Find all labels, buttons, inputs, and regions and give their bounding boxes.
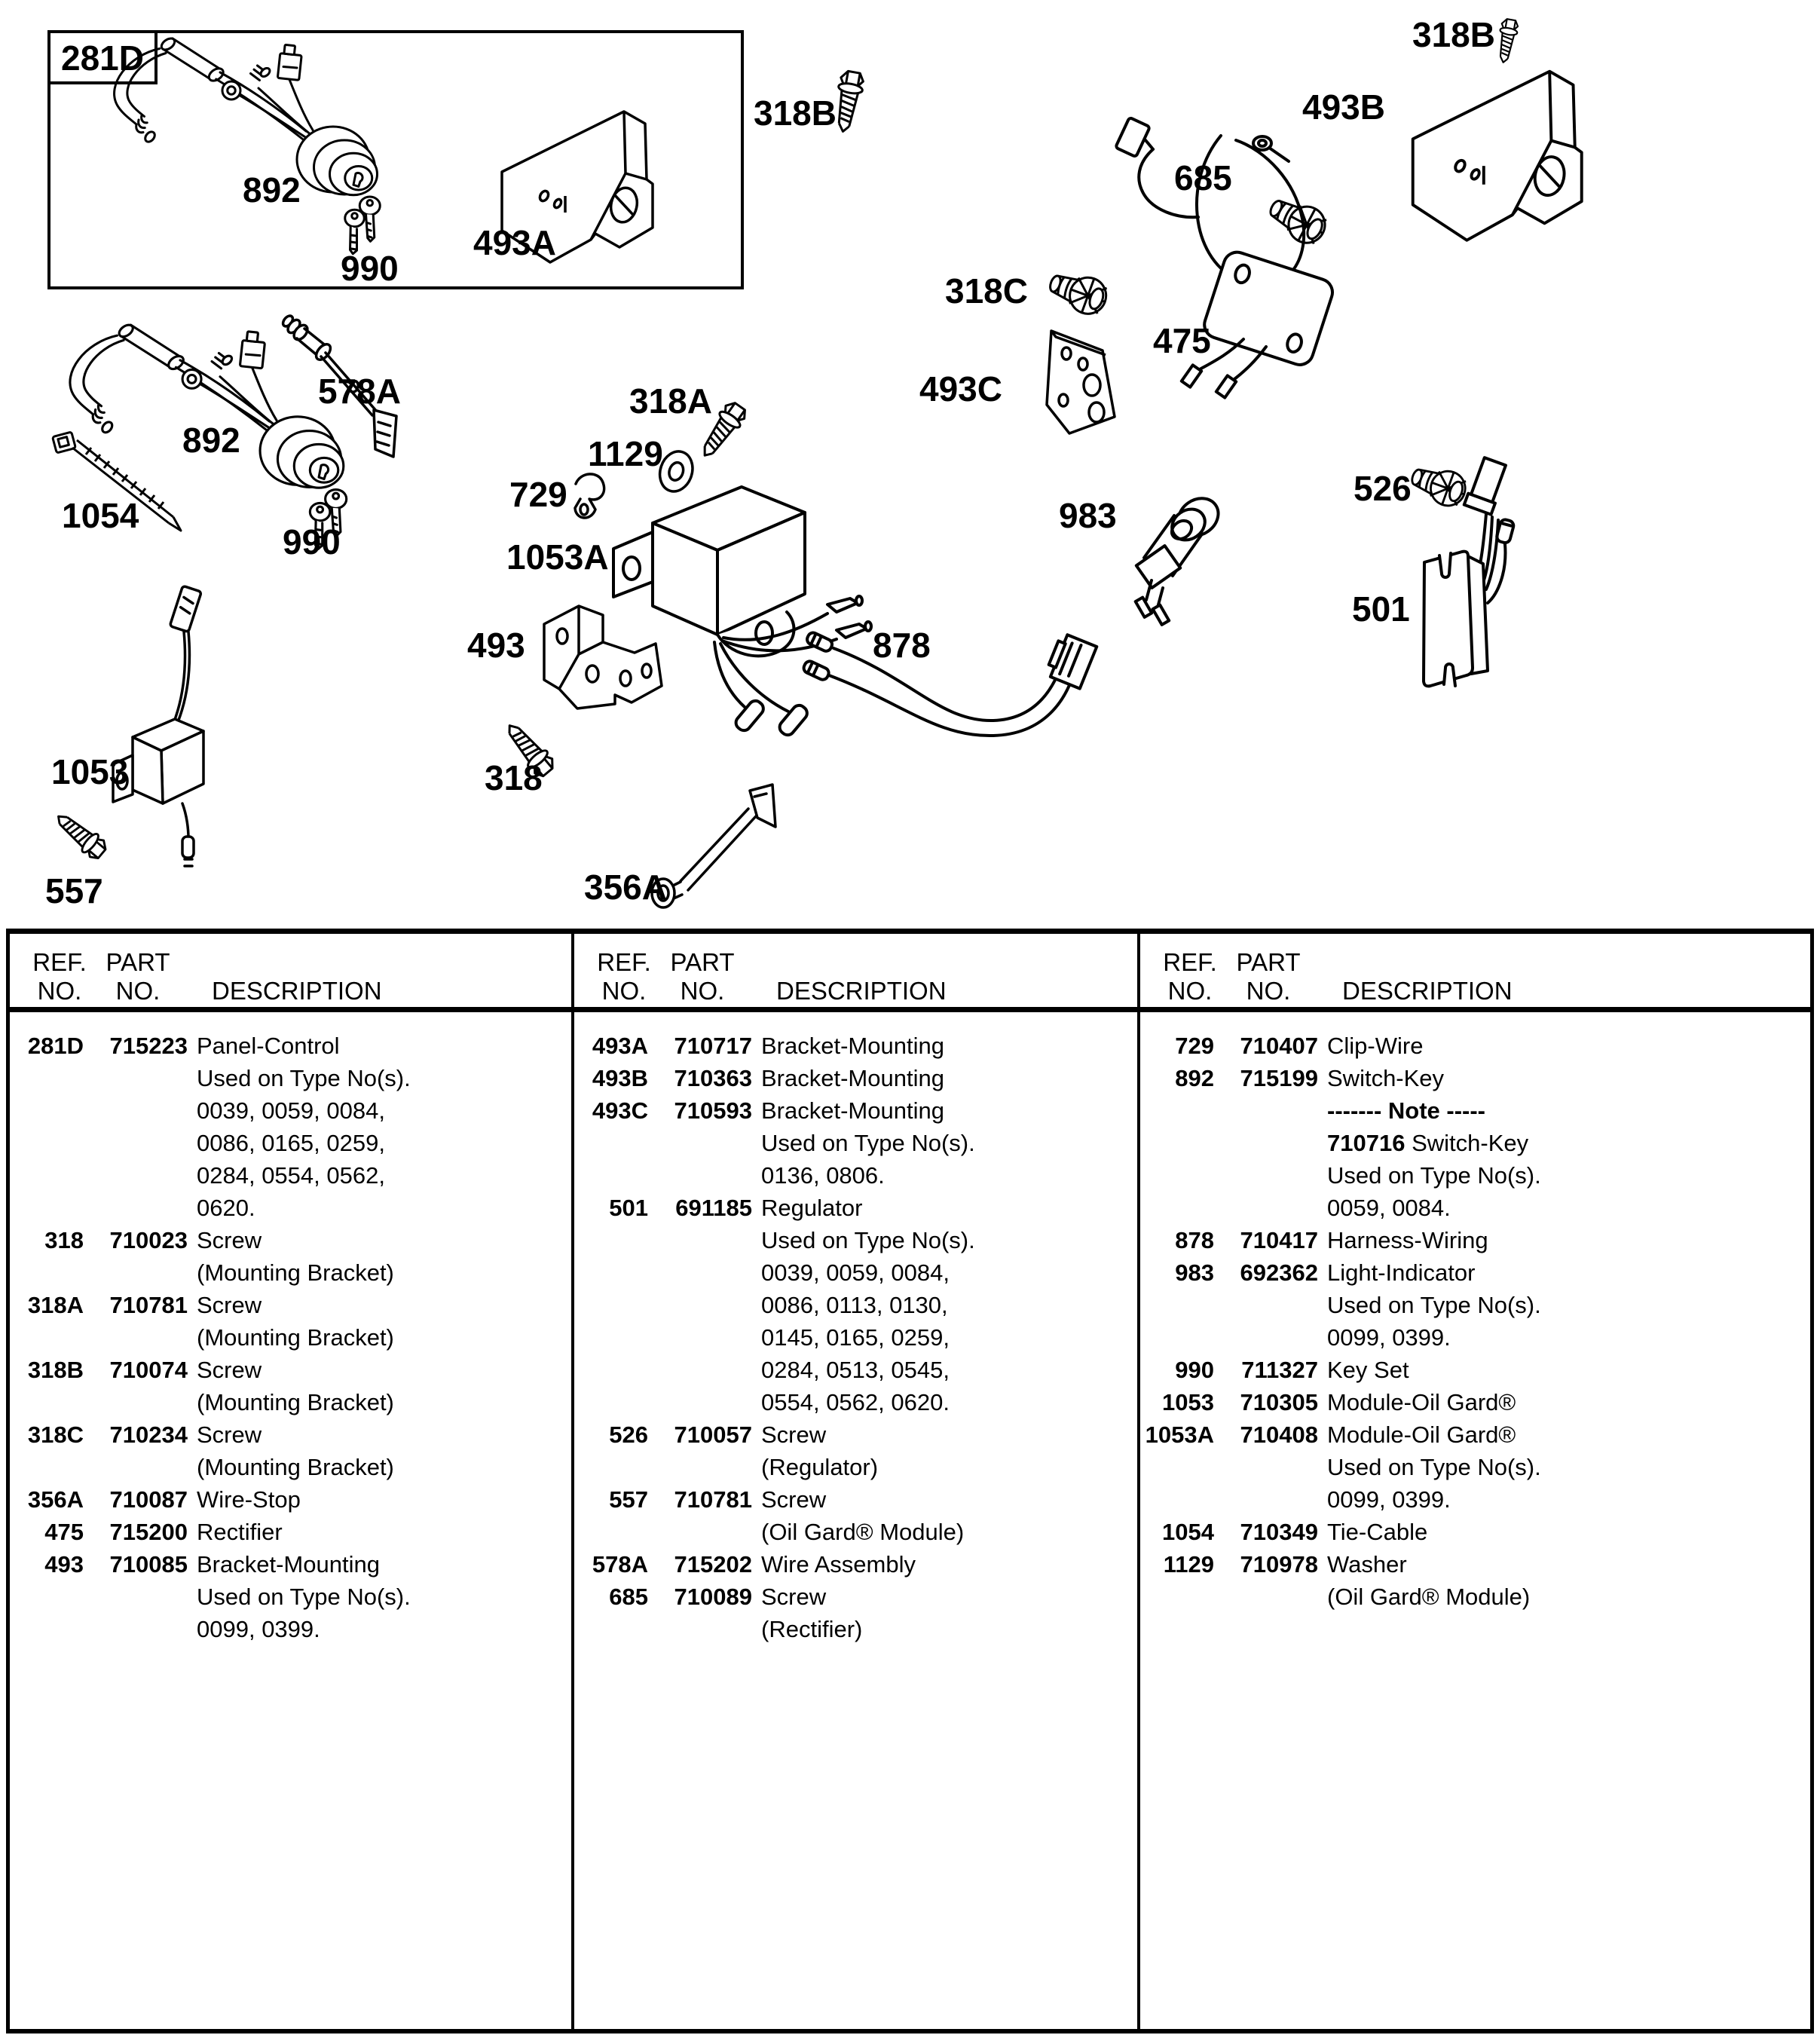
- part-label-318c: 318C: [945, 271, 1028, 311]
- table-row: [1140, 1516, 1810, 1548]
- ref-no-cell: 493A: [592, 1033, 648, 1059]
- description-cell: Screw: [761, 1584, 827, 1610]
- description-cell: (Mounting Bracket): [197, 1259, 394, 1286]
- part-no-cell: 710234: [109, 1421, 188, 1448]
- description-cell: Panel-Control: [197, 1033, 340, 1059]
- description-cell: Screw: [197, 1357, 262, 1383]
- part-label-318b-right: 318B: [1412, 15, 1495, 54]
- table-right-border: [1810, 929, 1814, 2033]
- part-no-cell: 710407: [1240, 1033, 1318, 1059]
- part-label-493: 493: [467, 626, 525, 665]
- table-row: [574, 1516, 1137, 1548]
- part-label-1129: 1129: [588, 434, 663, 473]
- parts-column-1: [10, 929, 571, 2029]
- part-label-557: 557: [45, 871, 103, 910]
- ref-no-cell: 729: [1175, 1033, 1214, 1059]
- description-cell: Switch-Key: [1327, 1065, 1445, 1091]
- table-row: [574, 1062, 1137, 1094]
- description-cell: Module-Oil Gard®: [1327, 1421, 1516, 1448]
- table-row: [574, 1386, 1137, 1418]
- description-cell: Wire Assembly: [761, 1551, 916, 1578]
- description-cell: Used on Type No(s).: [1327, 1162, 1541, 1189]
- description-cell: (Mounting Bracket): [197, 1454, 394, 1480]
- table-row: [10, 1613, 571, 1645]
- description-cell: Light-Indicator: [1327, 1259, 1476, 1286]
- table-row: [10, 1516, 571, 1548]
- table-row: [10, 1321, 571, 1354]
- description-cell: 0620.: [197, 1195, 255, 1221]
- table-row: [1140, 1354, 1810, 1386]
- table-row: [574, 1451, 1137, 1483]
- description-cell: Used on Type No(s).: [761, 1227, 975, 1253]
- description-cell: 0099, 0399.: [197, 1616, 320, 1642]
- description-cell: Screw: [197, 1421, 262, 1448]
- description-cell: Bracket-Mounting: [761, 1097, 944, 1124]
- part-no-cell: 710085: [109, 1551, 188, 1578]
- ref-no-cell: 1053A: [1145, 1421, 1214, 1448]
- bracket-493-drawing: [544, 606, 662, 708]
- table-row: [10, 1224, 571, 1256]
- screw-318c-drawing: [1045, 265, 1112, 319]
- table-row: [10, 1030, 571, 1062]
- description-header: DESCRIPTION: [212, 977, 382, 1005]
- table-row: [1140, 1192, 1810, 1224]
- ref-no-cell: 578A: [592, 1551, 648, 1578]
- description-cell: 0039, 0059, 0084,: [197, 1097, 385, 1124]
- table-row: [10, 1418, 571, 1451]
- ref-no-cell: 281D: [27, 1033, 84, 1059]
- clip-729-drawing: [575, 474, 604, 518]
- parts-column-3: [1140, 929, 1810, 2029]
- part-label-318a: 318A: [629, 381, 712, 421]
- table-row: [574, 1613, 1137, 1645]
- part-label-685: 685: [1174, 158, 1232, 197]
- description-cell: 0284, 0513, 0545,: [761, 1357, 950, 1383]
- description-cell: (Oil Gard® Module): [761, 1519, 965, 1545]
- ref-no-cell: 1054: [1162, 1519, 1214, 1545]
- description-cell: 0284, 0554, 0562,: [197, 1162, 385, 1189]
- ref-no-cell: 356A: [27, 1486, 84, 1513]
- ref-no-cell: 493: [44, 1551, 84, 1578]
- description-cell: Module-Oil Gard®: [1327, 1389, 1516, 1415]
- table-row: [10, 1127, 571, 1159]
- description-cell: Bracket-Mounting: [197, 1551, 380, 1578]
- description-cell: (Rectifier): [761, 1616, 863, 1642]
- ref-no-cell: 892: [1175, 1065, 1214, 1091]
- table-row: [574, 1159, 1137, 1192]
- part-no-cell: 710057: [674, 1421, 752, 1448]
- description-cell: 0099, 0399.: [1327, 1324, 1451, 1351]
- part-no-cell: 710781: [109, 1292, 188, 1318]
- part-no-cell: 715223: [109, 1033, 188, 1059]
- part-label-983: 983: [1059, 496, 1117, 535]
- table-row: [10, 1581, 571, 1613]
- table-row: [1140, 1321, 1810, 1354]
- keyswitch-drawing-inset: [115, 36, 381, 254]
- table-row: [10, 1354, 571, 1386]
- ref-no-cell: 685: [609, 1584, 648, 1610]
- wire-stop-356a-drawing: [652, 785, 775, 907]
- table-row: [1140, 1127, 1810, 1159]
- table-row: [1140, 1030, 1810, 1062]
- ref-no-cell: 493C: [592, 1097, 648, 1124]
- ref-no-header: REF. NO.: [32, 948, 87, 1005]
- table-row: [1140, 1548, 1810, 1581]
- description-cell: Clip-Wire: [1327, 1033, 1424, 1059]
- part-label-578a: 578A: [318, 372, 401, 411]
- description-cell: Rectifier: [197, 1519, 283, 1545]
- ref-no-cell: 318: [44, 1227, 84, 1253]
- table-row: [574, 1192, 1137, 1224]
- part-no-cell: 715199: [1240, 1065, 1318, 1091]
- part-no-header: PART NO.: [1236, 948, 1301, 1005]
- description-cell: Used on Type No(s).: [761, 1130, 975, 1156]
- description-cell: Screw: [761, 1486, 827, 1513]
- part-label-356a: 356A: [584, 868, 667, 907]
- part-label-1054: 1054: [62, 496, 139, 535]
- table-row: [10, 1451, 571, 1483]
- parts-rows: [1140, 1030, 1810, 1613]
- table-row: [1140, 1094, 1810, 1127]
- light-983-drawing: [1136, 491, 1225, 625]
- table-row: [574, 1483, 1137, 1516]
- part-no-cell: 691185: [675, 1195, 752, 1221]
- part-label-990: 990: [283, 522, 341, 562]
- part-label-475: 475: [1153, 321, 1211, 360]
- description-cell: (Mounting Bracket): [197, 1324, 394, 1351]
- table-row: [1140, 1418, 1810, 1451]
- part-no-cell: 710074: [109, 1357, 188, 1383]
- description-cell: 0086, 0165, 0259,: [197, 1130, 385, 1156]
- ref-no-header: REF. NO.: [597, 948, 651, 1005]
- exploded-parts-diagram: [0, 0, 1820, 929]
- description-cell: 0099, 0399.: [1327, 1486, 1451, 1513]
- table-row: [10, 1386, 571, 1418]
- ref-no-cell: 318C: [27, 1421, 84, 1448]
- table-row: [574, 1289, 1137, 1321]
- table-row: [1140, 1159, 1810, 1192]
- description-cell: Used on Type No(s).: [197, 1065, 411, 1091]
- ref-no-cell: 990: [1175, 1357, 1214, 1383]
- description-cell: 0554, 0562, 0620.: [761, 1389, 950, 1415]
- table-row: [1140, 1451, 1810, 1483]
- part-label-990-inset: 990: [341, 249, 399, 288]
- description-cell: 0059, 0084.: [1327, 1195, 1451, 1221]
- ref-no-cell: 878: [1175, 1227, 1214, 1253]
- part-no-cell: 710349: [1240, 1519, 1318, 1545]
- ref-no-cell: 557: [609, 1486, 648, 1513]
- parts-column-2: [574, 929, 1137, 2029]
- table-row: [1140, 1224, 1810, 1256]
- description-cell: Screw: [197, 1292, 262, 1318]
- parts-rows: [10, 1030, 571, 1645]
- table-row: [10, 1483, 571, 1516]
- description-cell: Regulator: [761, 1195, 863, 1221]
- table-row: [574, 1256, 1137, 1289]
- part-label-281d: 281D: [61, 38, 144, 78]
- description-cell: Used on Type No(s).: [197, 1584, 411, 1610]
- table-row: [574, 1548, 1137, 1581]
- part-label-501: 501: [1352, 589, 1410, 629]
- table-row: [574, 1581, 1137, 1613]
- table-row: [574, 1127, 1137, 1159]
- description-cell: (Regulator): [761, 1454, 879, 1480]
- table-row: [1140, 1483, 1810, 1516]
- table-row: [574, 1321, 1137, 1354]
- part-label-878: 878: [873, 626, 931, 665]
- description-cell: 0136, 0806.: [761, 1162, 885, 1189]
- table-row: [1140, 1062, 1810, 1094]
- ref-no-cell: 1053: [1162, 1389, 1214, 1415]
- part-no-header: PART NO.: [106, 948, 170, 1005]
- description-cell: 0086, 0113, 0130,: [761, 1292, 948, 1318]
- ref-no-cell: 526: [609, 1421, 648, 1448]
- table-row: [10, 1159, 571, 1192]
- table-row: [1140, 1256, 1810, 1289]
- table-row: [10, 1548, 571, 1581]
- part-no-cell: 710363: [674, 1065, 752, 1091]
- part-no-cell: 710305: [1240, 1389, 1318, 1415]
- description-header: DESCRIPTION: [776, 977, 947, 1005]
- screw-526-drawing: [1407, 460, 1470, 511]
- description-cell: 710716 Switch-Key: [1327, 1130, 1529, 1156]
- part-label-1053a: 1053A: [506, 537, 609, 577]
- description-cell: Screw: [197, 1227, 262, 1253]
- part-label-892: 892: [182, 421, 240, 460]
- description-header: DESCRIPTION: [1342, 977, 1513, 1005]
- table-row: [10, 1062, 571, 1094]
- part-label-318b-left: 318B: [754, 93, 837, 133]
- table-row: [1140, 1386, 1810, 1418]
- table-row: [574, 1030, 1137, 1062]
- ref-no-cell: 1129: [1163, 1551, 1214, 1578]
- part-label-493c: 493C: [919, 369, 1002, 409]
- harness-878-drawing: [802, 631, 1097, 736]
- part-label-892-inset: 892: [243, 170, 301, 210]
- description-cell: 0039, 0059, 0084,: [761, 1259, 950, 1286]
- description-cell: Harness-Wiring: [1327, 1227, 1488, 1253]
- description-cell: Bracket-Mounting: [761, 1033, 944, 1059]
- parts-rows: [574, 1030, 1137, 1645]
- table-row: [574, 1094, 1137, 1127]
- description-cell: Used on Type No(s).: [1327, 1454, 1541, 1480]
- description-cell: Screw: [761, 1421, 827, 1448]
- module-1053-drawing: [113, 586, 203, 866]
- part-no-header: PART NO.: [670, 948, 735, 1005]
- table-bottom-border: [6, 2029, 1814, 2033]
- module-1053a-drawing: [613, 487, 871, 738]
- table-row: [574, 1354, 1137, 1386]
- table-row: [1140, 1581, 1810, 1613]
- bracket-493b-drawing: [1413, 72, 1582, 240]
- ref-no-cell: 475: [44, 1519, 84, 1545]
- table-row: [10, 1192, 571, 1224]
- description-cell: Bracket-Mounting: [761, 1065, 944, 1091]
- part-no-cell: 710087: [109, 1486, 188, 1513]
- screw-557-drawing: [51, 808, 110, 862]
- description-cell: (Oil Gard® Module): [1327, 1584, 1531, 1610]
- part-no-cell: 710089: [674, 1584, 752, 1610]
- description-cell: Tie-Cable: [1327, 1519, 1428, 1545]
- table-row: [10, 1289, 571, 1321]
- ref-no-header: REF. NO.: [1163, 948, 1217, 1005]
- part-label-526: 526: [1354, 469, 1412, 508]
- description-cell: 0145, 0165, 0259,: [761, 1324, 950, 1351]
- part-no-cell: 710408: [1240, 1421, 1318, 1448]
- description-cell: (Mounting Bracket): [197, 1389, 394, 1415]
- part-no-cell: 710978: [1240, 1551, 1318, 1578]
- description-cell: Used on Type No(s).: [1327, 1292, 1541, 1318]
- ref-no-cell: 493B: [592, 1065, 648, 1091]
- ref-no-cell: 983: [1175, 1259, 1214, 1286]
- part-no-cell: 715200: [109, 1519, 188, 1545]
- part-no-cell: 710593: [674, 1097, 752, 1124]
- part-label-1053: 1053: [51, 752, 129, 791]
- part-label-493a: 493A: [473, 223, 556, 262]
- part-no-cell: 715202: [674, 1551, 752, 1578]
- table-row: [1140, 1289, 1810, 1321]
- part-no-cell: 710023: [109, 1227, 188, 1253]
- ref-no-cell: 501: [609, 1195, 648, 1221]
- table-row: [574, 1224, 1137, 1256]
- screw-318b-right-drawing: [1494, 18, 1519, 64]
- part-no-cell: 710717: [674, 1033, 752, 1059]
- description-cell: Wire-Stop: [197, 1486, 301, 1513]
- table-row: [574, 1418, 1137, 1451]
- part-label-493b: 493B: [1302, 87, 1385, 127]
- ref-no-cell: 318A: [27, 1292, 84, 1318]
- plate-493c-drawing: [1047, 331, 1115, 433]
- part-no-cell: 710417: [1240, 1227, 1318, 1253]
- description-cell: Washer: [1327, 1551, 1407, 1578]
- part-no-cell: 710781: [674, 1486, 752, 1513]
- description-cell: ------- Note -----: [1327, 1097, 1485, 1124]
- ref-no-cell: 318B: [27, 1357, 84, 1383]
- part-label-729: 729: [509, 475, 567, 514]
- part-label-318: 318: [485, 758, 543, 797]
- table-row: [10, 1094, 571, 1127]
- description-cell: Key Set: [1327, 1357, 1409, 1383]
- part-no-cell: 692362: [1240, 1259, 1318, 1286]
- part-no-cell: 711327: [1241, 1357, 1318, 1383]
- table-row: [10, 1256, 571, 1289]
